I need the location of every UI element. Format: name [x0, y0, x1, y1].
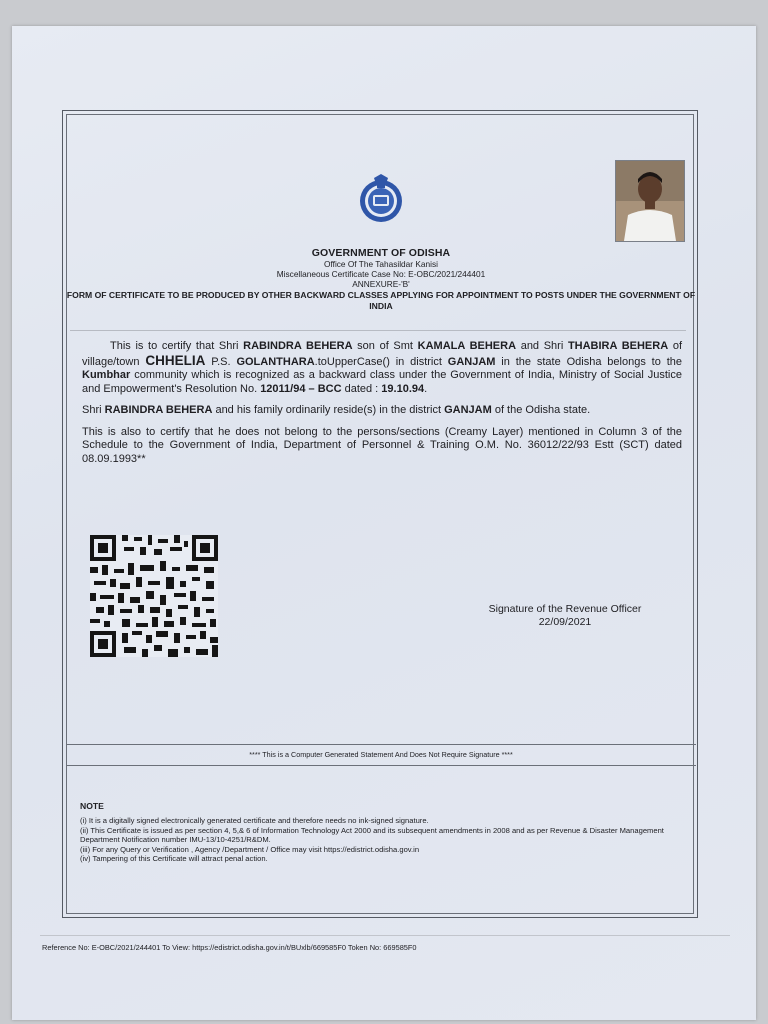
header-divider: [70, 330, 686, 331]
notes-section: [80, 802, 682, 863]
form-title: FORM OF CERTIFICATE TO BE PRODUCED BY OTHER BACKWARD CLASSES APPLYING FOR APPOINTMENT TO POSTS UNDER THE GOVERNMENT OF INDIA: [66, 290, 696, 311]
certificate-body: [82, 340, 682, 474]
computer-generated-statement: **** This is a Computer Generated Statement And Does Not Require Signature ****: [66, 744, 696, 766]
annexure-label: ANNEXURE-'B': [352, 279, 410, 289]
police-station: GOLANTHARA: [236, 355, 315, 368]
certification-paragraph: This is to certify that Shri RABINDRA BEHERA son of Smt KAMALA BEHERA and Shri THABIRA BEHERA of village/town CHHELIA P.S. GOLANTHARA.toUpperCase() in district GANJAM in the state Odisha belongs to the Kumbhar community which is recognized as a backward class under the Government of India, Ministry of Social Justice and Empowerment's Resolution No. 12011/94 – BCC dated : 19.10.94.: [82, 340, 683, 395]
resident-name: RABINDRA BEHERA: [104, 404, 213, 416]
village-name: CHHELIA: [145, 352, 206, 368]
applicant-photo: [615, 160, 685, 242]
resolution-date: 19.10.94: [381, 382, 425, 395]
applicant-name: RABINDRA BEHERA: [243, 340, 353, 352]
certificate-border: [62, 110, 698, 918]
signature-date: 22/09/2021: [538, 616, 592, 628]
qr-code[interactable]: [90, 535, 218, 657]
signature-label: Signature of the Revenue Officer: [488, 603, 642, 615]
certificate-header: [66, 247, 696, 312]
state-emblem-icon: [355, 172, 407, 224]
father-name: THABIRA BEHERA: [567, 340, 669, 352]
mother-name: KAMALA BEHERA: [417, 340, 517, 352]
district-name: GANJAM: [447, 355, 496, 368]
note-item: (i) It is a digitally signed electronically generated certificate and therefore needs no ink-signed signature.: [80, 816, 429, 826]
footer-divider: [40, 935, 730, 936]
case-number: Miscellaneous Certificate Case No: E-OBC/2021/244401: [276, 269, 486, 279]
government-title: GOVERNMENT OF ODISHA: [311, 247, 451, 259]
signature-block: [450, 603, 680, 629]
note-item: (iv) Tampering of this Certificate will attract penal action.: [80, 854, 268, 864]
resolution-number: 12011/94 – BCC: [260, 382, 342, 395]
community-name: Kumbhar: [82, 369, 131, 381]
residence-paragraph: Shri RABINDRA BEHERA and his family ordinarily reside(s) in the district GANJAM of the Odisha state.: [82, 404, 591, 416]
office-name: Office Of The Tahasildar Kanisi: [324, 259, 438, 269]
note-item: (ii) This Certificate is issued as per section 4, 5,& 6 of Information Technology Act 2000 and its subsequent amendments in 2008 and as per Revenue & Disaster Management Department Notification number IMU-13/10-4251/R&DM.: [80, 825, 664, 845]
reference-line: Reference No: E-OBC/2021/244401 To View: https://edistrict.odisha.gov.in/t/BUxlb/669585F0 Token No: 669585F0: [42, 943, 417, 952]
resident-district: GANJAM: [444, 404, 492, 416]
creamy-layer-paragraph: This is also to certify that he does not belong to the persons/sections (Creamy Layer) mentioned in Column 3 of the Schedule to the Government of India, Department of Personnel & Training O.M. No. 36012/22/93 Estt (SCT) dated 08.09.1993**: [82, 425, 682, 465]
note-item: (iii) For any Query or Verification , Agency /Department / Office may visit https://edistrict.odisha.gov.in: [80, 844, 420, 854]
notes-title: NOTE: [80, 801, 104, 811]
